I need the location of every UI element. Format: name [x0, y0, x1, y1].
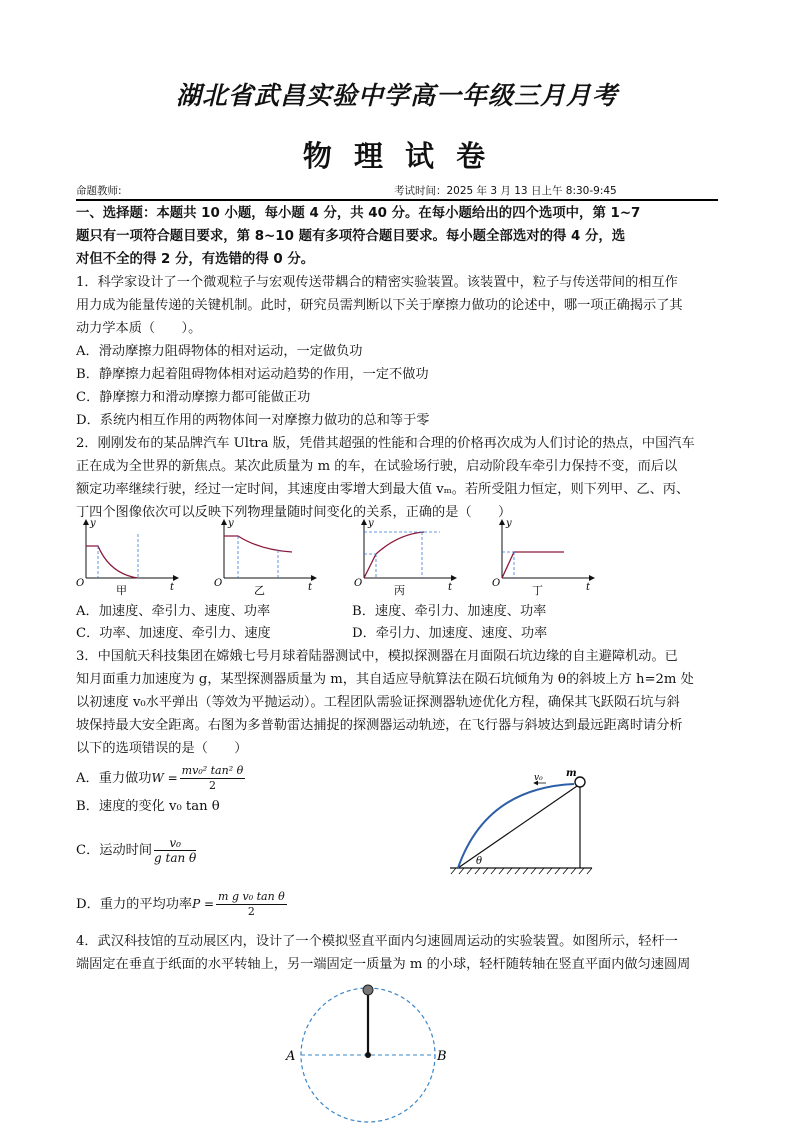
graph-bing-origin: O — [354, 578, 363, 589]
q3-stem-line-5: 以下的选项错误的是（ ） — [76, 741, 248, 756]
section-instructions-line-2: 题只有一项符合题目要求，第 8~10 题有多项符合题目要求。每小题全部选对的得 4 分，选 — [76, 229, 626, 244]
q4-fig-a-label: A — [286, 1049, 296, 1064]
teacher-label: 命题教师: — [76, 185, 122, 197]
graph-ding — [492, 518, 594, 597]
q3-option-c-denominator: g tan θ — [154, 851, 197, 865]
graph-yi-x-label: t — [308, 582, 313, 593]
q3-option-a — [76, 764, 245, 793]
q3-option-a-denominator: 2 — [208, 779, 216, 792]
q3-option-d — [76, 890, 287, 919]
q3-fig-theta-label: θ — [476, 856, 483, 867]
graph-bing — [354, 518, 456, 597]
graph-yi — [214, 518, 316, 597]
subject-title: 物 理 试 卷 — [302, 139, 492, 173]
q3-option-a-fraction — [180, 764, 246, 793]
q1-option-c: C．静摩擦力和滑动摩擦力都可能做正功 — [76, 390, 311, 405]
q3-option-a-prefix: A．重力做功 — [76, 771, 152, 786]
q2-stem-line-2: 正在成为全世界的新焦点。某次此质量为 m 的车，在试验场行驶，启动阶段车牵引力保持不变，而后以 — [76, 459, 678, 474]
exam-time: 考试时间：2025 年 3 月 13 日上午 8:30-9:45 — [394, 185, 617, 197]
q3-stem-line-3: 以初速度 v₀水平弹出（等效为平抛运动）。工程团队需验证探测器轨迹优化方程，确保其飞跃陨石坑与斜 — [76, 695, 680, 710]
q3-option-c-prefix: C．运动时间 — [76, 843, 153, 858]
q2-stem-line-4: 丁四个图像依次可以反映下列物理量随时间变化的关系，正确的是（ ） — [76, 505, 512, 520]
graph-jia — [76, 518, 178, 597]
q2-option-d: D．牵引力、加速度、速度、功率 — [352, 626, 548, 641]
graph-jia-y-label: y — [90, 518, 96, 529]
q2-option-b: B．速度、牵引力、加速度、功率 — [352, 604, 547, 619]
q2-option-a: A．加速度、牵引力、速度、功率 — [76, 604, 271, 619]
graph-jia-origin: O — [76, 578, 85, 589]
section-instructions-line-3: 对但不全的得 2 分，有选错的得 0 分。 — [76, 252, 315, 267]
q1-option-d: D．系统内相互作用的两物体间一对摩擦力做功的总和等于零 — [76, 413, 430, 428]
q3-option-b: B．速度的变化 v₀ tan θ — [76, 799, 220, 814]
pivot-axis — [365, 1052, 371, 1058]
q3-fig-v-label: v₀ — [534, 773, 543, 783]
q3-option-a-numerator: mv₀² tan² θ — [181, 764, 244, 777]
q3-stem-line-2: 知月面重力加速度为 g，某型探测器质量为 m，其自适应导航算法在陨石坑倾角为 θ的斜坡上方 h=2m 处 — [76, 672, 694, 687]
q1-option-a: A．滑动摩擦力阻碍物体的相对运动，一定做负功 — [76, 344, 363, 359]
section-instructions-line-1: 一、选择题：本题共 10 小题，每小题 4 分，共 40 分。在每小题给出的四个选项中，第 1~7 — [76, 206, 641, 221]
q3-option-a-lhs: W = — [151, 771, 178, 785]
graph-yi-origin: O — [214, 578, 223, 589]
graph-bing-x-label: t — [448, 582, 453, 593]
q1-stem-line-3: 动力学本质（ ）。 — [76, 321, 202, 336]
q3-stem-line-1: 3．中国航天科技集团在嫦娥七号月球着陆器测试中，模拟探测器在月面陨石坑边缘的自主避障机动。已 — [76, 649, 678, 664]
q3-option-d-fraction — [216, 890, 287, 919]
q4-stem-line-2: 端固定在垂直于纸面的水平转轴上，另一端固定一质量为 m 的小球，轻杆随转轴在竖直平面内做匀速圆周 — [76, 957, 691, 972]
header-rule — [76, 199, 718, 201]
q3-option-c — [76, 836, 196, 865]
q2-stem-line-1: 2．刚刚发布的某品牌汽车 Ultra 版，凭借其超强的性能和合理的价格再次成为人们讨论的热点，中国汽车 — [76, 436, 695, 451]
graph-ding-y-label: y — [506, 518, 512, 529]
q3-option-d-lhs: P = — [192, 897, 215, 911]
q3-stem-line-4: 坡保持最大安全距离。右图为多普勒雷达捕捉的探测器运动轨迹，在飞行器与斜坡达到最远距离时请分析 — [76, 718, 683, 733]
graph-bing-y-label: y — [368, 518, 374, 529]
q3-option-d-numerator: m g v₀ tan θ — [218, 890, 285, 903]
q1-stem-line-2: 用力成为能量传递的关键机制。此时，研究员需判断以下关于摩擦力做功的论述中，哪一项正确揭示了其 — [76, 298, 683, 313]
q3-option-d-denominator: 2 — [247, 905, 255, 918]
q4-stem-line-1: 4．武汉科技馆的互动展区内，设计了一个模拟竖直平面内匀速圆周运动的实验装置。如图所示，轻杆一 — [76, 934, 678, 949]
graph-jia-label: 甲 — [116, 584, 127, 597]
graph-ding-origin: O — [492, 578, 501, 589]
graph-yi-y-label: y — [228, 518, 234, 529]
q2-stem-line-3: 额定功率继续行驶，经过一定时间，其速度由零增大到最大值 vₘ。若所受阻力恒定，则下列甲、乙、丙、 — [76, 482, 690, 497]
q3-trajectory-figure — [446, 766, 646, 878]
q3-option-c-fraction — [154, 836, 196, 865]
q1-option-b: B．静摩擦力起着阻碍物体相对运动趋势的作用，一定不做功 — [76, 367, 429, 382]
graph-yi-label: 乙 — [254, 584, 265, 597]
q2-graphs-figure — [70, 514, 610, 598]
q1-stem-line-1: 1．科学家设计了一个微观粒子与宏观传送带耦合的精密实验装置。该装置中，粒子与传送带间的相互作 — [76, 275, 678, 290]
q4-fig-b-label: B — [437, 1049, 447, 1064]
school-title: 湖北省武昌实验中学高一年级三月月考 — [175, 81, 618, 110]
graph-jia-x-label: t — [170, 582, 175, 593]
graph-ding-label: 丁 — [532, 584, 543, 597]
small-ball — [363, 985, 373, 995]
q4-circle-figure — [280, 980, 460, 1123]
q2-option-c: C．功率、加速度、牵引力、速度 — [76, 626, 271, 641]
q3-option-d-prefix: D．重力的平均功率 — [76, 897, 193, 912]
graph-ding-x-label: t — [586, 582, 591, 593]
q3-fig-m-label: m — [566, 768, 577, 779]
graph-bing-label: 丙 — [394, 584, 405, 597]
q3-option-c-numerator: v₀ — [154, 836, 196, 851]
